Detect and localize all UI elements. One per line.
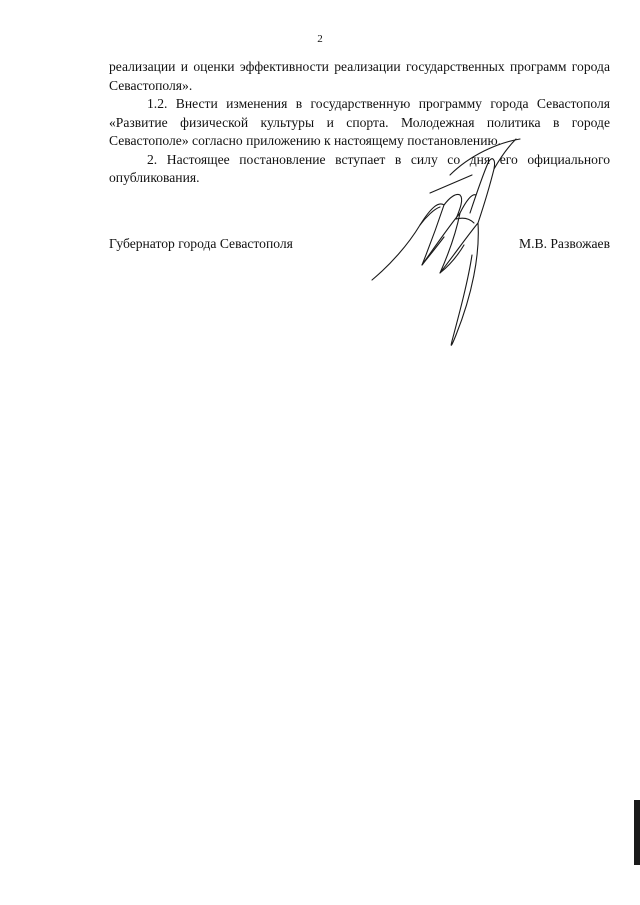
signatory-name: М.В. Развожаев <box>519 236 610 251</box>
signatory-position: Губернатор города Севастополя <box>109 236 293 251</box>
paragraph-item-1-2: 1.2. Внести изменения в государственную программу города Севастополя «Развитие физической культуры и спорта. Молодежная политика в городе Севастополе» согласно приложению к настоящему постановлению. <box>109 96 610 148</box>
handwritten-signature <box>360 105 530 355</box>
paragraph-continuation: реализации и оценки эффективности реализации государственных программ города Севастополя». <box>109 59 610 93</box>
scan-edge-mark <box>634 800 640 865</box>
paragraph-item-2: 2. Настоящее постановление вступает в силу со дня его официального опубликования. <box>109 151 610 185</box>
page-number: 2 <box>317 33 323 45</box>
